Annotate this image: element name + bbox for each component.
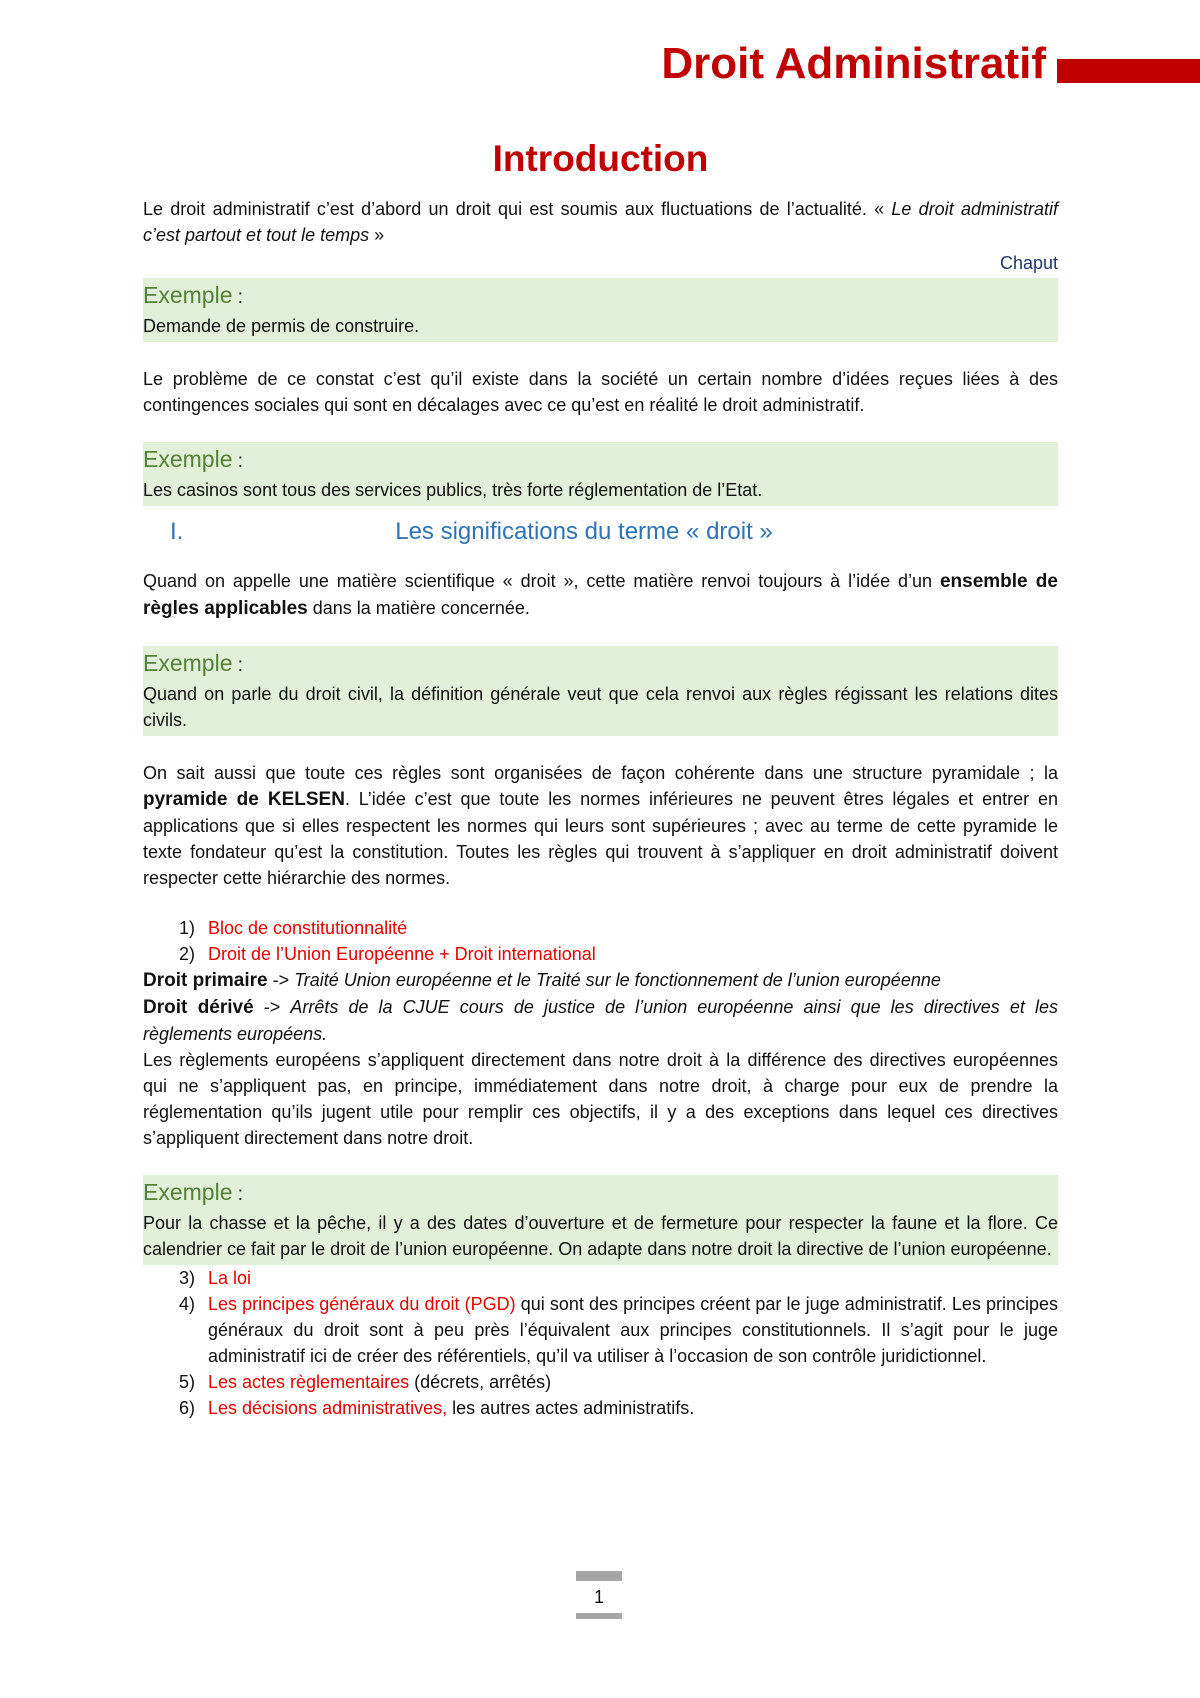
- list-number: 2): [178, 944, 195, 964]
- list-text: les autres actes administratifs.: [447, 1398, 695, 1418]
- spacer: [143, 622, 1058, 646]
- example-colon: :: [232, 451, 244, 472]
- example-text: Pour la chasse et la pêche, il y a des dates d’ouverture et de fermeture pour respecter la faune et la flore. Ce calendrier ce fait par le droit de l’union européenne. On adapte dans notre droit la directive de l’union européenne.: [143, 1213, 1058, 1259]
- list-number: 5): [178, 1372, 195, 1392]
- spacer: [143, 1151, 1058, 1175]
- example-text: Demande de permis de construire.: [143, 316, 420, 336]
- spacer: [143, 342, 1058, 366]
- list-item: [143, 1291, 1058, 1369]
- list-body: [208, 1369, 1058, 1395]
- example-heading: [143, 444, 1058, 477]
- droit-primaire-text: Traité Union européenne et le Traité sur le fonctionnement de l’union européenne: [294, 970, 941, 990]
- list-text: Droit de l’Union Européenne + Droit international: [208, 944, 596, 964]
- section-heading: [143, 516, 1058, 548]
- hierarchy-list-part1: [143, 915, 1058, 967]
- quote-author: Chaput: [999, 253, 1058, 273]
- droit-primaire-line: [143, 967, 1058, 994]
- paragraph-matiere-droit: [143, 568, 1058, 622]
- droit-primaire-term: Droit primaire: [143, 970, 268, 991]
- list-number: 1): [178, 918, 195, 938]
- example-box-3: [143, 646, 1058, 736]
- example-heading: [143, 648, 1058, 681]
- example-box-2: [143, 442, 1058, 506]
- arrow: ->: [267, 970, 295, 990]
- example-label: Exemple: [143, 282, 233, 308]
- list-number: 4): [178, 1294, 195, 1314]
- p4-bold-term: pyramide de KELSEN: [143, 789, 345, 810]
- document-header-title: Droit Administratif: [661, 39, 1046, 88]
- example-label: Exemple: [143, 650, 233, 676]
- paragraph-reglements: Les règlements européens s’appliquent directement dans notre droit à la différence des directives européennes qui ne s’appliquent pas, en principe, immédiatement dans notre droit, à charge pour eux de prendre la réglementation qu’ils jugent utile pour remplir ces objectifs, il y a des exceptions dans lequel ces directives s’appliquent directement dans notre droit.: [143, 1050, 1058, 1148]
- page-number-bar-top: [576, 1571, 622, 1581]
- paragraph-kelsen: [143, 760, 1058, 891]
- example-label: Exemple: [143, 1179, 233, 1205]
- example-box-4: [143, 1175, 1058, 1265]
- p4-text-a: On sait aussi que toute ces règles sont organisées de façon cohérente dans une structure pyramidale ; la: [143, 763, 1058, 783]
- page-number-footer: [576, 1571, 622, 1619]
- example-colon: :: [232, 1184, 244, 1205]
- example-colon: :: [232, 287, 244, 308]
- list-item: [143, 1395, 1058, 1421]
- paragraph-contingences: Le problème de ce constat c’est qu’il existe dans la société un certain nombre d’idées reçues liées à des contingences sociales qui sont en décalages avec ce qu’est en réalité le droit administratif.: [143, 369, 1058, 415]
- intro-heading: Introduction: [492, 138, 709, 179]
- list-body: [208, 1265, 1058, 1291]
- example-colon: :: [232, 655, 244, 676]
- intro-text: Le droit administratif c’est d’abord un droit qui est soumis aux fluctuations de l’actualité. «: [143, 199, 892, 219]
- example-box-1: [143, 278, 1058, 342]
- list-text: qui sont des principes créent par le juge administratif. Les principes généraux du droit sont à peu près l’équivalent aux principes constitutionnels. Il s’agit pour le juge administratif ici de créer des référentiels, qu’il va utiliser à l’occasion de son contrôle juridictionnel.: [208, 1294, 1058, 1366]
- list-body: [208, 1291, 1058, 1369]
- list-text: (décrets, arrêtés): [409, 1372, 552, 1392]
- page-number: 1: [593, 1587, 604, 1607]
- intro-quote-end: »: [369, 225, 385, 245]
- page-number-bar-bottom: [576, 1613, 622, 1619]
- example-text: Les casinos sont tous des services publics, très forte réglementation de l’Etat.: [143, 480, 763, 500]
- list-item: [143, 941, 1058, 967]
- list-item: [143, 1265, 1058, 1291]
- droit-derive-text: Arrêts de la CJUE cours de justice de l’union européenne ainsi que les directives et les règlements européens.: [143, 997, 1058, 1044]
- list-red-text: Les décisions administratives,: [208, 1398, 448, 1418]
- example-heading: [143, 280, 1058, 313]
- hierarchy-list-part2: [143, 1265, 1058, 1421]
- droit-derive-term: Droit dérivé: [143, 997, 254, 1018]
- arrow: ->: [253, 997, 291, 1017]
- droit-derive-line: [143, 994, 1058, 1047]
- spacer: [143, 736, 1058, 760]
- list-number: 6): [178, 1398, 195, 1418]
- list-item: [143, 915, 1058, 941]
- intro-paragraph: [143, 196, 1058, 248]
- section-title: Les significations du terme « droit »: [395, 518, 773, 545]
- list-red-text: Les actes règlementaires: [208, 1372, 410, 1392]
- spacer: [143, 418, 1058, 442]
- list-body: [208, 1395, 1058, 1421]
- p3-bold-term: ensemble de règles applicables: [143, 571, 1058, 619]
- example-text: Quand on parle du droit civil, la définition générale veut que cela renvoi aux règles régissant les relations dites civils.: [143, 684, 1058, 730]
- example-heading: [143, 1177, 1058, 1210]
- list-item: [143, 1369, 1058, 1395]
- example-label: Exemple: [143, 446, 233, 472]
- list-red-text: Les principes généraux du droit (PGD): [208, 1294, 516, 1314]
- section-number: I.: [170, 518, 184, 545]
- intro-quote: Le droit administratif c’est partout et tout le temps: [143, 199, 1058, 245]
- header-accent-bar: [1057, 59, 1200, 83]
- p4-text-b: . L’idée c’est que toute les normes inférieures ne peuvent êtres légales et entrer en applications que si elles respectent les normes qui leurs sont supérieures ; avec au terme de cette pyramide le texte fondateur qu’est la constitution. Toutes les règles qui trouvent à s’appliquer en droit administratif doivent respecter cette hiérarchie des normes.: [143, 789, 1059, 888]
- page-content: [143, 134, 1058, 1421]
- p3-text-a: Quand on appelle une matière scientifique « droit », cette matière renvoi toujours à l’idée d’un: [143, 571, 940, 591]
- spacer: [143, 891, 1058, 915]
- list-red-text: La loi: [208, 1268, 252, 1288]
- list-number: 3): [178, 1268, 195, 1288]
- list-text: Bloc de constitutionnalité: [208, 918, 408, 938]
- p3-text-b: dans la matière concernée.: [307, 598, 530, 618]
